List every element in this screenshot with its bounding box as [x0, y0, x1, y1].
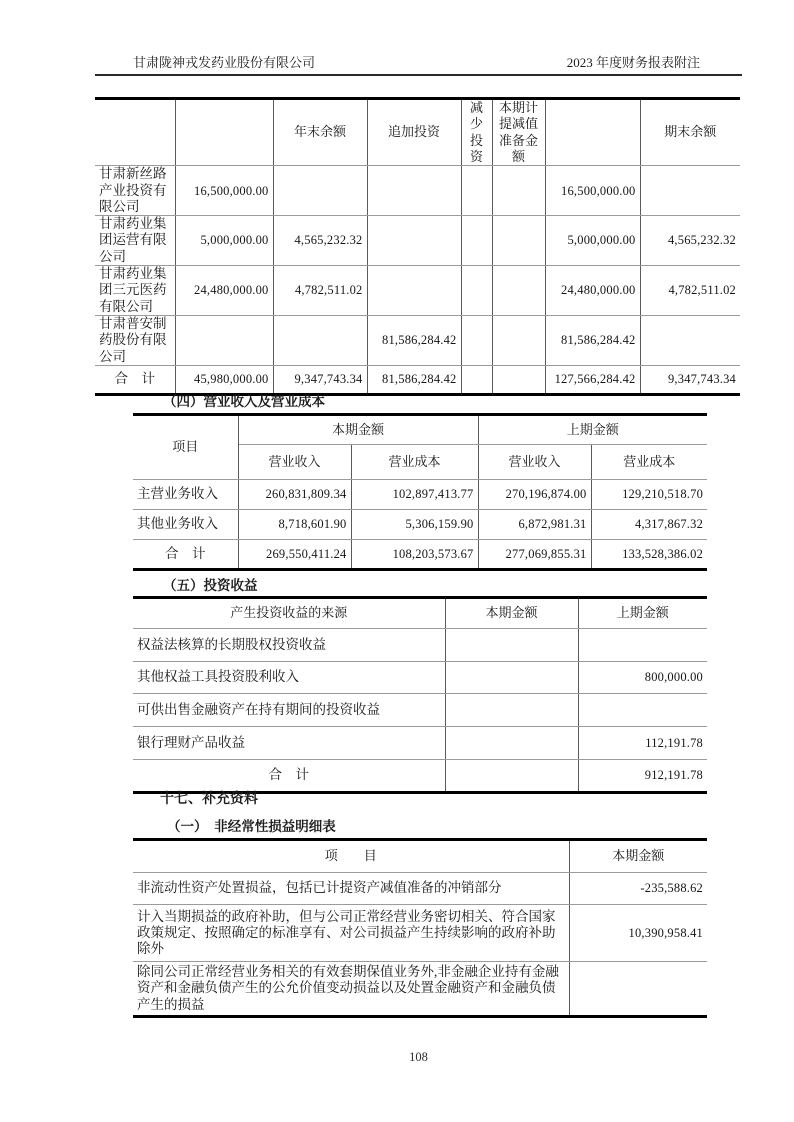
amount-cell: 800,000.00 — [578, 662, 707, 694]
revenue-table-grid — [133, 413, 707, 571]
report-title: 2023 年度财务报表附注 — [566, 55, 700, 70]
amount-cell — [492, 216, 545, 266]
amount-cell — [367, 266, 461, 316]
column-header-operating-revenue: 营业收入 — [238, 445, 351, 480]
item-label-cell: 计入当期损益的政府补助，但与公司正常经营业务密切相关、符合国家政策规定、按照确定的标准享有、对公司损益产生持续影响的政府补助除外 — [133, 905, 569, 962]
amount-cell — [578, 629, 707, 662]
investment-income-table — [133, 596, 707, 794]
amount-cell: -235,588.62 — [569, 873, 707, 905]
total-row — [133, 540, 707, 570]
column-header-income-source: 产生投资收益的来源 — [133, 598, 445, 629]
column-header-operating-revenue: 营业收入 — [478, 445, 591, 480]
column-header-prior-period: 上期金额 — [578, 598, 707, 629]
column-header-item: 项 目 — [133, 840, 569, 873]
amount-cell: 81,586,284.42 — [367, 315, 461, 365]
column-header-period-end-balance: 期末余额 — [640, 99, 740, 166]
table-row — [133, 873, 707, 905]
section-heading-non-recurring: （一） 非经常性损益明细表 — [167, 819, 336, 834]
amount-cell: 8,718,601.90 — [238, 510, 351, 540]
section-heading-revenue: （四）营业收入及营业成本 — [163, 394, 325, 409]
amount-cell — [578, 694, 707, 727]
header-row — [95, 99, 740, 166]
column-header-prior-period: 上期金额 — [478, 415, 707, 445]
amount-cell — [175, 315, 273, 365]
amount-cell — [367, 166, 461, 216]
amount-cell: 4,782,511.02 — [273, 266, 367, 316]
amount-cell — [445, 727, 578, 760]
table-row — [133, 727, 707, 760]
table-row — [95, 216, 740, 266]
total-label-cell: 合 计 — [95, 365, 175, 394]
table-row — [95, 315, 740, 365]
amount-cell: 102,897,413.77 — [351, 480, 478, 510]
amount-cell — [445, 694, 578, 727]
amount-cell — [640, 166, 740, 216]
column-header-empty — [175, 99, 273, 166]
page-number: 108 — [409, 1050, 428, 1064]
amount-cell — [445, 662, 578, 694]
amount-cell — [461, 365, 492, 394]
amount-cell: 5,306,159.90 — [351, 510, 478, 540]
long-term-investment-table — [95, 97, 740, 396]
amount-cell — [492, 166, 545, 216]
column-header-current-period: 本期金额 — [238, 415, 478, 445]
amount-cell: 6,872,981.31 — [478, 510, 591, 540]
amount-cell — [492, 365, 545, 394]
amount-cell: 129,210,518.70 — [591, 480, 707, 510]
investment-income-table-grid — [133, 596, 707, 794]
item-label-cell: 银行理财产品收益 — [133, 727, 445, 760]
long-term-investment-table-grid — [95, 97, 740, 396]
table-row — [95, 166, 740, 216]
total-label-cell: 合 计 — [133, 760, 445, 793]
amount-cell: 9,347,743.34 — [273, 365, 367, 394]
amount-cell: 5,000,000.00 — [175, 216, 273, 266]
column-header-empty — [545, 99, 640, 166]
header-row — [133, 840, 707, 873]
amount-cell: 4,317,867.32 — [591, 510, 707, 540]
amount-cell: 10,390,958.41 — [569, 905, 707, 962]
header-row — [133, 598, 707, 629]
amount-cell — [640, 315, 740, 365]
amount-cell: 16,500,000.00 — [545, 166, 640, 216]
table-row — [133, 480, 707, 510]
column-header-additional-investment: 追加投资 — [367, 99, 461, 166]
amount-cell: 277,069,855.31 — [478, 540, 591, 570]
table-row — [133, 694, 707, 727]
amount-cell — [461, 266, 492, 316]
section-heading-investment-income: （五）投资收益 — [163, 578, 258, 593]
non-recurring-table — [133, 838, 707, 1018]
amount-cell — [445, 760, 578, 793]
table-row — [133, 510, 707, 540]
amount-cell — [461, 315, 492, 365]
company-name-cell: 甘肃普安制药股份有限公司 — [95, 315, 175, 365]
amount-cell: 260,831,809.34 — [238, 480, 351, 510]
column-header-year-end-balance: 年末余额 — [273, 99, 367, 166]
amount-cell: 81,586,284.42 — [367, 365, 461, 394]
column-header-investment-decrease: 减少投资 — [461, 99, 492, 166]
amount-cell — [367, 216, 461, 266]
amount-cell: 81,586,284.42 — [545, 315, 640, 365]
item-label-cell: 除同公司正常经营业务相关的有效套期保值业务外,非金融企业持有金融资产和金融负债产生的公允价值变动损益以及处置金融资产和金融负债产生的损益 — [133, 962, 569, 1017]
amount-cell: 16,500,000.00 — [175, 166, 273, 216]
table-row — [133, 662, 707, 694]
amount-cell — [492, 315, 545, 365]
amount-cell: 5,000,000.00 — [545, 216, 640, 266]
item-label-cell: 其他权益工具投资股利收入 — [133, 662, 445, 694]
non-recurring-table-grid — [133, 838, 707, 1018]
company-name-cell: 甘肃药业集团运营有限公司 — [95, 216, 175, 266]
amount-cell — [492, 266, 545, 316]
company-name-cell: 甘肃药业集团三元医药有限公司 — [95, 266, 175, 316]
revenue-table — [133, 413, 707, 571]
item-label-cell: 权益法核算的长期股权投资收益 — [133, 629, 445, 662]
amount-cell: 127,566,284.42 — [545, 365, 640, 394]
item-label-cell: 其他业务收入 — [133, 510, 238, 540]
amount-cell: 45,980,000.00 — [175, 365, 273, 394]
company-name: 甘肃陇神戎发药业股份有限公司 — [133, 55, 316, 70]
column-header-current-period: 本期金额 — [445, 598, 578, 629]
column-header-impairment-provision: 本期计提减值准备金额 — [492, 99, 545, 166]
table-row — [95, 266, 740, 316]
amount-cell — [273, 315, 367, 365]
column-header-operating-cost: 营业成本 — [351, 445, 478, 480]
amount-cell: 4,782,511.02 — [640, 266, 740, 316]
amount-cell: 108,203,573.67 — [351, 540, 478, 570]
amount-cell — [461, 166, 492, 216]
amount-cell: 112,191.78 — [578, 727, 707, 760]
amount-cell — [273, 166, 367, 216]
item-label-cell: 主营业务收入 — [133, 480, 238, 510]
page-header — [95, 50, 742, 76]
total-label-cell: 合 计 — [133, 540, 238, 570]
header-row — [133, 415, 707, 445]
amount-cell: 270,196,874.00 — [478, 480, 591, 510]
column-header-empty — [95, 99, 175, 166]
company-name-cell: 甘肃新丝路产业投资有限公司 — [95, 166, 175, 216]
amount-cell — [445, 629, 578, 662]
amount-cell — [461, 216, 492, 266]
column-header-item: 项目 — [133, 415, 238, 480]
table-row — [133, 905, 707, 962]
amount-cell — [569, 962, 707, 1017]
column-header-current-period: 本期金额 — [569, 840, 707, 873]
amount-cell: 133,528,386.02 — [591, 540, 707, 570]
amount-cell: 24,480,000.00 — [545, 266, 640, 316]
amount-cell: 912,191.78 — [578, 760, 707, 793]
amount-cell: 4,565,232.32 — [640, 216, 740, 266]
item-label-cell: 可供出售金融资产在持有期间的投资收益 — [133, 694, 445, 727]
table-row — [133, 629, 707, 662]
amount-cell: 269,550,411.24 — [238, 540, 351, 570]
table-row — [133, 962, 707, 1017]
amount-cell: 24,480,000.00 — [175, 266, 273, 316]
section-heading-supplementary: 十七、补充资料 — [160, 792, 258, 807]
amount-cell: 9,347,743.34 — [640, 365, 740, 394]
column-header-operating-cost: 营业成本 — [591, 445, 707, 480]
amount-cell: 4,565,232.32 — [273, 216, 367, 266]
item-label-cell: 非流动性资产处置损益，包括已计提资产减值准备的冲销部分 — [133, 873, 569, 905]
